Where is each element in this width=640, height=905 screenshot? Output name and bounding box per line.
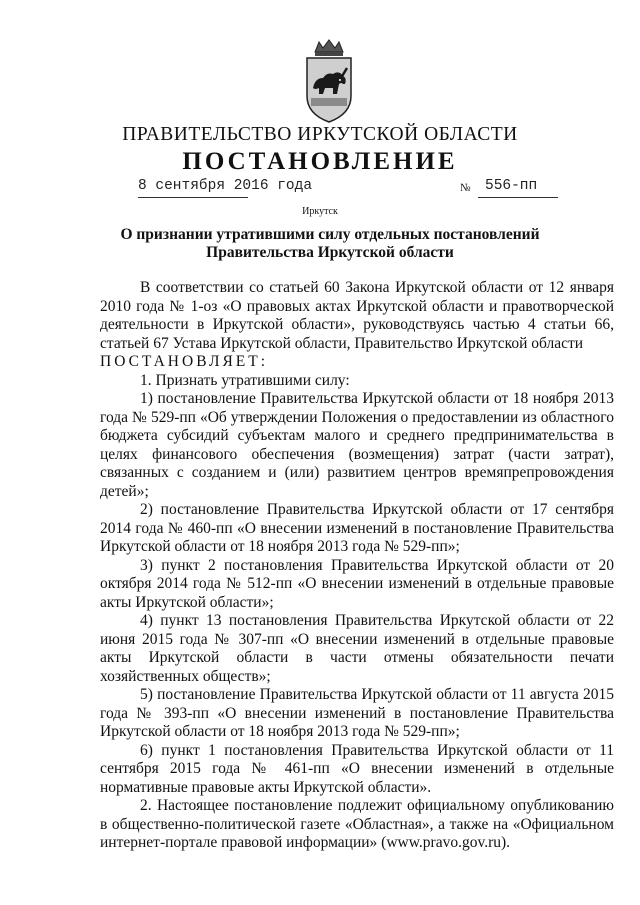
date-number-row — [0, 178, 640, 202]
number-sign: № — [460, 182, 471, 194]
irkutsk-coat-of-arms-icon — [301, 38, 357, 124]
item-1-sub-2: 2) постановление Правительства Иркутской области от 17 сентября 2014 года № 460-пп «О внесении изменений в постановление Правительства Иркутской области от 18 ноября 2013 года № 529-пп»; — [100, 501, 614, 555]
preamble-paragraph: В соответствии со статьей 60 Закона Иркутской области от 12 января 2010 года № 1-оз «О правовых актах Иркутской области и правотворческой деятельности в Иркутской области», руководствуясь частью 4 статьи 66, статьей 67 Устава Иркутской области, Правительство Иркутской области — [100, 279, 614, 352]
item-1-sub-4: 4) пункт 13 постановления Правительства Иркутской области от 22 июня 2015 года № 307-пп «О внесении изменений в отдельные правовые акты Иркутской области в части отмены обязательности печати хозяйственных обществ»; — [100, 612, 614, 685]
city-name: Иркутск — [302, 206, 338, 217]
item-1-sub-6: 6) пункт 1 постановления Правительства Иркутской области от 11 сентября 2015 года № 461-пп «О внесении изменений в отдельные нормативные правовые акты Иркутской области». — [100, 741, 614, 796]
government-name: ПРАВИТЕЛЬСТВО ИРКУТСКОЙ ОБЛАСТИ — [122, 124, 518, 145]
item-1-sub-3: 3) пункт 2 постановления Правительства Иркутской области от 20 октября 2014 года № 512-пп «О внесении изменений в отдельные правовые акты Иркутской области»; — [100, 556, 614, 611]
number-underline — [478, 197, 558, 198]
item-1-sub-1: 1) постановление Правительства Иркутской области от 18 ноября 2013 года № 529-пп «Об утверждении Положения о предоставлении из областного бюджета субсидий субъектам малого и среднего предпринимательства в целях финансового обеспечения (возмещения) затрат (части затрат), связанных с созданием и (или) развитием центров времяпрепровождения детей»; — [100, 390, 614, 500]
item-1-intro: 1. Признать утратившими силу: — [140, 371, 350, 389]
document-body — [100, 279, 614, 853]
document-heading — [90, 226, 570, 262]
item-1-sub-5: 5) постановление Правительства Иркутской области от 11 августа 2015 года № 393-пп «О внесении изменений в постановление Правительства Иркутской области от 18 ноября 2013 года № 529-пп»; — [100, 686, 614, 740]
document-type-title: ПОСТАНОВЛЕНИЕ — [182, 148, 458, 175]
item-2-paragraph: 2. Настоящее постановление подлежит официальному опубликованию в общественно-политической газете «Областная», а также на «Официальном интернет-портале правовой информации» (www.pravo.gov.ru). — [100, 797, 614, 851]
heading-line-1: О признании утратившими силу отдельных постановлений — [120, 226, 540, 243]
document-number: 556-пп — [485, 178, 538, 194]
date-underline — [138, 197, 248, 198]
document-date: 8 сентября 2016 года — [138, 178, 313, 194]
resolves-label: ПОСТАНОВЛЯЕТ: — [100, 353, 269, 370]
heading-line-2: Правительства Иркутской области — [206, 244, 454, 261]
